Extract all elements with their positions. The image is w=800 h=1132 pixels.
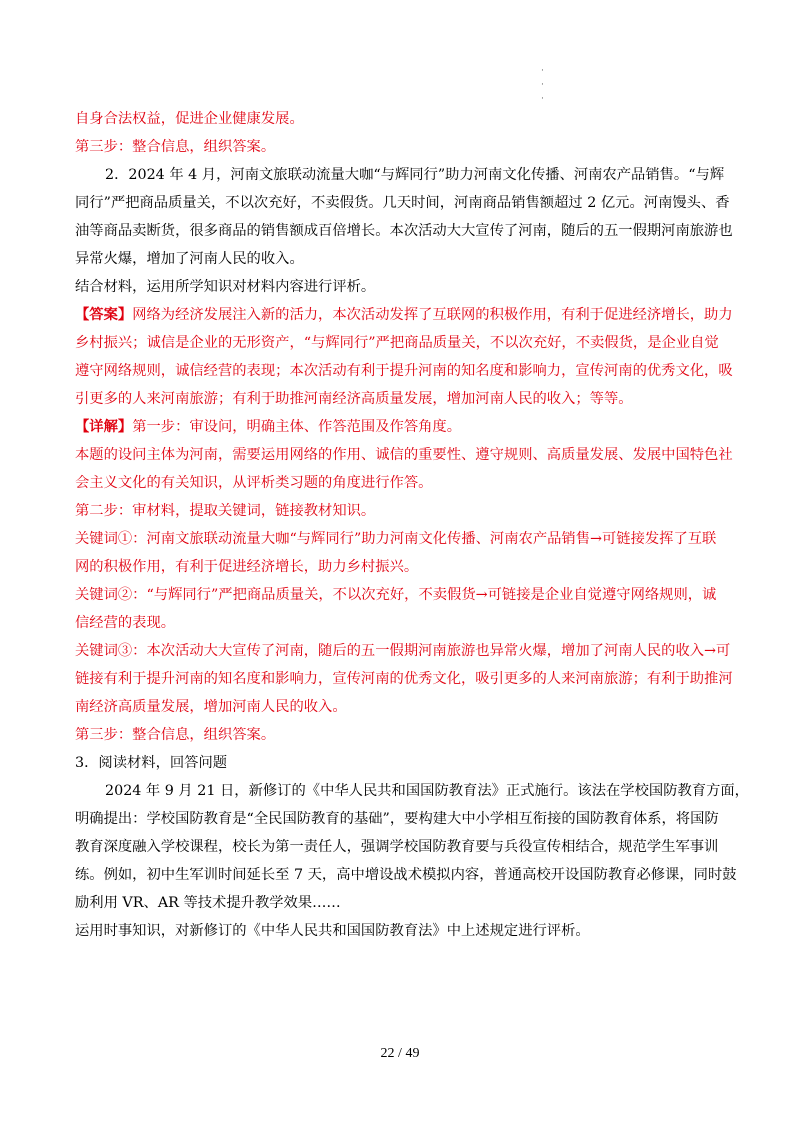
question-3-title: 3．阅读材料，回答问题: [75, 755, 228, 771]
corner-dot: ·: [541, 66, 544, 76]
question-2-line: 2．2024 年 4 月，河南文旅联动流量大咖“与辉同行”助力河南文化传播、河南农产品销售。“与辉: [105, 167, 725, 183]
question-3-line: 明确提出：学校国防教育是“全民国防教育的基础”，要构建大中小学相互衔接的国防教育体系，将国防: [75, 811, 719, 827]
detail-line: 关键词③：本次活动大大宣传了河南，随后的五一假期河南旅游也异常火爆，增加了河南人民的收入→可: [75, 643, 731, 659]
text-line: 自身合法权益，促进企业健康发展。: [75, 111, 304, 127]
answer-label: 【答案】: [75, 307, 133, 323]
page-number: [0, 1046, 800, 1062]
answer-line: 引更多的人来河南旅游；有利于助推河南经济高质量发展，增加河南人民的收入；等等。: [75, 391, 633, 407]
detail-line: 关键词①：河南文旅联动流量大咖“与辉同行”助力河南文化传播、河南农产品销售→可链接发挥了互联: [75, 531, 717, 547]
question-3-line: 2024 年 9 月 21 日，新修订的《中华人民共和国国防教育法》正式施行。该法在学校国防教育方面，: [105, 783, 749, 799]
question-3-line: 教育深度融入学校课程，校长为第一责任人，强调学校国防教育要与兵役宣传相结合，规范学生军事训: [75, 839, 719, 855]
answer-text: 网络为经济发展注入新的活力，本次活动发挥了互联网的积极作用，有利于促进经济增长，助力: [132, 307, 733, 323]
question-2-line: 同行”严把商品质量关，不以次充好，不卖假货。几天时间，河南商品销售额超过 2 亿元。河南馒头、香: [75, 195, 730, 211]
detail-label: 【详解】: [75, 419, 133, 435]
question-3-prompt: 运用时事知识，对新修订的《中华人民共和国国防教育法》中上述规定进行评析。: [75, 923, 590, 939]
question-2-line: 异常火爆，增加了河南人民的收入。: [75, 251, 304, 267]
detail-line: 南经济高质量发展，增加河南人民的收入。: [75, 699, 347, 715]
current-page: 22: [380, 1046, 395, 1061]
total-pages: 49: [405, 1046, 420, 1061]
detail-line: 本题的设问主体为河南，需要运用网络的作用、诚信的重要性、遵守规则、高质量发展、发展中国特色社: [75, 447, 733, 463]
detail-line: 第三步：整合信息，组织答案。: [75, 727, 276, 743]
detail-line: 关键词②：“与辉同行”严把商品质量关，不以次充好，不卖假货→可链接是企业自觉遵守网络规则，诚: [75, 587, 717, 603]
detail-text: 第一步：审设问，明确主体、作答范围及作答角度。: [132, 419, 462, 435]
page-separator: /: [398, 1046, 402, 1061]
question-2-line: 油等商品卖断货，很多商品的销售额成百倍增长。本次活动大大宣传了河南，随后的五一假期河南旅游也: [75, 223, 733, 239]
detail-line: [75, 413, 730, 441]
corner-dot: ·: [541, 94, 544, 104]
detail-line: 信经营的表现。: [75, 615, 176, 631]
detail-line: 第二步：审材料，提取关键词，链接教材知识。: [75, 503, 376, 519]
detail-line: 网的积极作用，有利于促进经济增长，助力乡村振兴。: [75, 559, 419, 575]
question-3-line: 励利用 VR、AR 等技术提升教学效果……: [75, 895, 341, 911]
question-2-prompt: 结合材料，运用所学知识对材料内容进行评析。: [75, 279, 376, 295]
corner-dot: ·: [541, 80, 544, 90]
answer-line: 遵守网络规则，诚信经营的表现；本次活动有利于提升河南的知名度和影响力，宣传河南的优秀文化，吸: [75, 363, 733, 379]
step-line: 第三步：整合信息，组织答案。: [75, 139, 276, 155]
answer-line: 乡村振兴；诚信是企业的无形资产，“与辉同行”严把商品质量关，不以次充好，不卖假货，是企业自觉: [75, 335, 719, 351]
corner-marks: [541, 64, 547, 106]
detail-line: 链接有利于提升河南的知名度和影响力，宣传河南的优秀文化，吸引更多的人来河南旅游；有利于助推河: [75, 671, 733, 687]
detail-line: 会主义文化的有关知识，从评析类习题的角度进行作答。: [75, 475, 433, 491]
answer-line: [75, 301, 733, 329]
document-body: [75, 105, 749, 945]
question-3-line: 练。例如，初中生军训时间延长至 7 天，高中增设战术模拟内容，普通高校开设国防教育必修课，同时鼓: [75, 867, 737, 883]
